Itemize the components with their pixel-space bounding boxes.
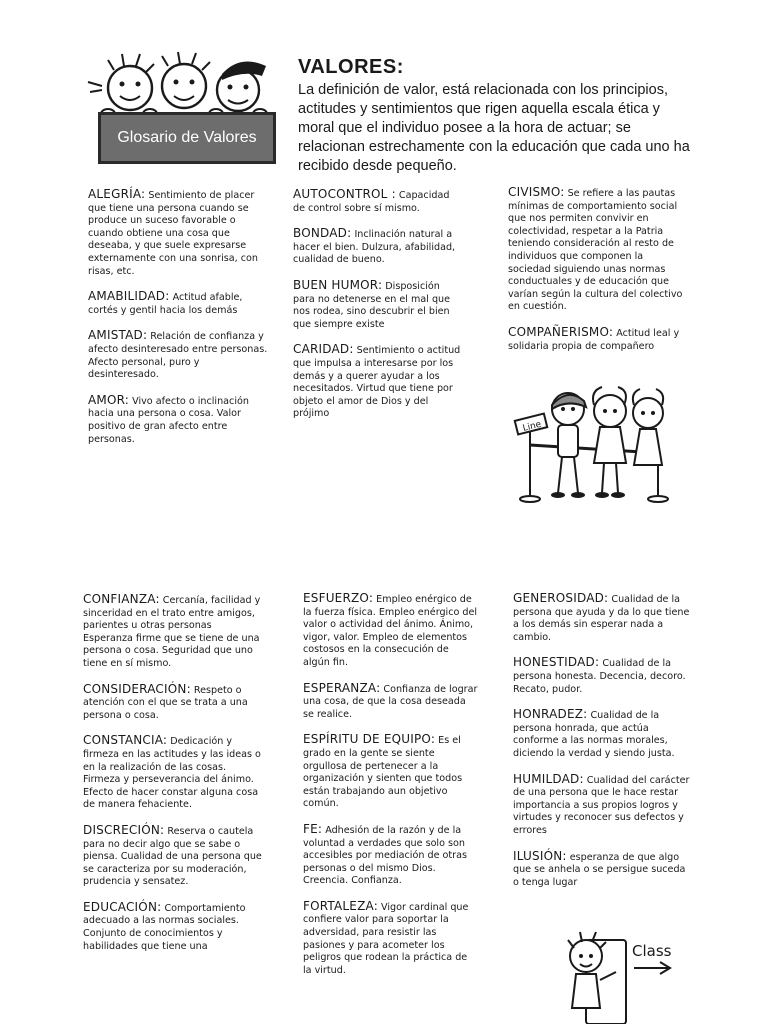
- glossary-definition: Relación de confianza y afecto desinteresado entre personas. Afecto personal, puro y desinteresado.: [88, 331, 268, 381]
- glossary-entry: [303, 733, 478, 811]
- glossary-term: HONESTIDAD:: [513, 655, 600, 670]
- glossary-badge: [98, 112, 276, 164]
- glossary-entry: [513, 656, 693, 696]
- kid-class-door-illustration: [556, 928, 682, 1024]
- glossary-definition: Cualidad de la persona honesta. Decencia, decoro. Recato, pudor.: [513, 658, 686, 695]
- glossary-column-1: [88, 188, 268, 458]
- glossary-definition: Cualidad de la persona honrada, que actúa conforme a las normas morales, diciendo la verdad y siendo justa.: [513, 710, 675, 759]
- glossary-entry: [293, 227, 463, 267]
- glossary-definition: Reserva o cautela para no decir algo que se sabe o piensa. Cualidad de una persona que se caracteriza por su moderación, prudencia y sensatez.: [83, 825, 262, 888]
- glossary-term: CIVISMO:: [508, 185, 565, 199]
- glossary-definition: Cercanía, facilidad y sinceridad en el trato entre amigos, parientes u otras personas Esperanza firme que se tiene de una persona o cosa. Seguridad que uno tiene en sí mismo.: [83, 595, 261, 669]
- glossary-entry: [508, 186, 688, 314]
- glossary-column-5: [303, 592, 478, 989]
- glossary-entry: [88, 188, 268, 278]
- arrow-right-icon: [634, 962, 670, 974]
- glossary-term: CONSTANCIA:: [83, 733, 168, 748]
- page-title: VALORES:: [298, 56, 404, 78]
- glossary-entry: [303, 900, 478, 978]
- line-sign-text: Line: [521, 419, 543, 434]
- glossary-definition: Cualidad de la persona que ayuda y da lo que tiene a los demás sin esperar nada a cambio.: [513, 594, 690, 643]
- glossary-definition: Respeto o atención con el que se trata a una persona o cosa.: [83, 684, 248, 721]
- glossary-term: ESPÍRITU DE EQUIPO:: [303, 732, 436, 747]
- glossary-term: CONFIANZA:: [83, 592, 160, 606]
- glossary-entry: [513, 773, 693, 838]
- glossary-definition: Vigor cardinal que confiere valor para soportar la adversidad, para resistir las pasiones y para acometer los peligros que rodean la práctica de la virtud.: [303, 901, 469, 976]
- glossary-term: BUEN HUMOR:: [293, 277, 383, 292]
- glossary-definition: Es el grado en la gente se siente orgullosa de pertenecer a la organización y sienten que todos están trabajando aun objetivo común.: [303, 735, 463, 810]
- glossary-definition: Confianza de lograr una cosa, de que la cosa deseada se realice.: [303, 683, 478, 720]
- glossary-definition: Capacidad de control sobre sí mismo.: [293, 190, 450, 214]
- glossary-definition: Empleo enérgico de la fuerza física. Empleo enérgico del valor o actividad del ánimo. Ánimo, vigor, valor. Empleo de elementos costosos en la consecución de algún fin.: [303, 594, 478, 668]
- glossary-definition: Actitud afable, cortés y gentil hacia los demás: [88, 292, 243, 316]
- glossary-term: COMPAÑERISMO:: [508, 324, 614, 339]
- glossary-definition: Cualidad del carácter de una persona que le hace restar importancia a sus propios logros y virtudes y reconocer sus defectos y errores: [513, 774, 690, 836]
- glossary-term: ALEGRÍA:: [88, 187, 146, 201]
- glossary-entry: [83, 734, 263, 812]
- glossary-definition: Inclinación natural a hacer el bien. Dulzura, afabilidad, cualidad de bueno.: [293, 229, 456, 266]
- glossary-badge-label: Glosario de Valores: [117, 129, 257, 146]
- glossary-term: ESFUERZO:: [303, 591, 374, 605]
- glossary-definition: Adhesión de la razón y de la voluntad a verdades que solo son accesibles por mediación de otras personas o del mismo Dios. Creencia. Confianza.: [303, 824, 467, 887]
- glossary-entry: [293, 343, 463, 421]
- glossary-definition: Sentimiento o actitud que impulsa a interesarse por los demás y a querer ayudar a los necesitados. Virtud que tiene por objeto el amor de Dios y del prójimo: [293, 345, 461, 420]
- glossary-entry: [303, 682, 478, 722]
- glossary-term: AMABILIDAD:: [88, 289, 170, 304]
- glossary-term: DISCRECIÓN:: [83, 822, 165, 837]
- glossary-definition: Se refiere a las pautas mínimas de comportamiento social que nos permiten convivir en colectividad, respetar a la Patria teniendo consideración al resto de individuos que componen la sociedad siguiendo unas normas conductuales y de educación que varían según la cultura del colectivo en cuestión.: [508, 188, 683, 313]
- glossary-entry: [513, 708, 693, 760]
- glossary-entry: [293, 279, 463, 331]
- glossary-term: HUMILDAD:: [513, 771, 584, 786]
- glossary-entry: [303, 823, 478, 888]
- glossary-entry: [293, 188, 463, 215]
- glossary-term: AMISTAD:: [88, 328, 148, 343]
- glossary-entry: [88, 329, 268, 381]
- glossary-term: ESPERANZA:: [303, 680, 381, 695]
- glossary-entry: [88, 290, 268, 317]
- glossary-term: BONDAD:: [293, 226, 352, 241]
- glossary-term: FE:: [303, 821, 323, 836]
- glossary-term: FORTALEZA:: [303, 898, 378, 913]
- glossary-definition: Disposición para no detenerse en el mal que nos rodea, sino descubrir el bien que siempre existe: [293, 280, 451, 330]
- glossary-entry: [508, 326, 688, 353]
- glossary-entry: [83, 683, 263, 723]
- glossary-entry: [83, 824, 263, 889]
- glossary-definition: Dedicación y firmeza en las actitudes y las ideas o en la realización de las cosas. Firmeza y perseverancia del ánimo. Efecto de hacer constar alguna cosa de manera fehaciente.: [83, 736, 261, 811]
- glossary-term: HONRADEZ:: [513, 707, 588, 722]
- glossary-definition: Actitud leal y solidaria propia de compañero: [508, 327, 680, 352]
- intro-paragraph: La definición de valor, está relacionada con los principios, actitudes y sentimientos que rigen aquella escala ética y moral que el individuo posee a la hora de actuar; se relacionan estrechamente con la educación que cada uno ha recibido desde pequeño.: [298, 82, 690, 174]
- glossary-column-4: [83, 593, 263, 965]
- class-sign-text: Class: [632, 942, 672, 960]
- glossary-definition: Sentimiento de placer que tiene una persona cuando se produce un suceso favorable o cuando obtiene una cosa que deseaba, y que suele expresarse externamente con una sonrisa, con risas, etc.: [88, 190, 258, 277]
- glossary-column-3: [508, 186, 688, 365]
- glossary-entry: [88, 394, 268, 446]
- kids-in-line-illustration: [512, 383, 670, 505]
- glossary-entry: [513, 592, 693, 644]
- glossary-term: CARIDAD:: [293, 342, 354, 357]
- glossary-term: AMOR:: [88, 392, 130, 407]
- glossary-term: AUTOCONTROL :: [293, 187, 396, 201]
- glossary-term: GENEROSIDAD:: [513, 591, 609, 605]
- glossary-definition: Vivo afecto o inclinación hacia una persona o cosa. Valor positivo de gran afecto entre personas.: [88, 395, 249, 445]
- glossary-entry: [303, 592, 478, 670]
- glossary-term: CONSIDERACIÓN:: [83, 681, 191, 696]
- glossary-definition: Comportamiento adecuado a las normas sociales. Conjunto de conocimientos y habilidades que tiene una: [83, 902, 246, 952]
- glossary-entry: [83, 901, 263, 953]
- glossary-entry: [83, 593, 263, 671]
- glossary-column-2: [293, 188, 463, 433]
- glossary-entry: [513, 850, 693, 890]
- glossary-term: EDUCACIÓN:: [83, 899, 162, 914]
- glossary-definition: esperanza de que algo que se anhela o se persigue suceda o tenga lugar: [513, 851, 686, 888]
- glossary-term: ILUSIÓN:: [513, 848, 567, 863]
- glossary-column-6: [513, 592, 693, 901]
